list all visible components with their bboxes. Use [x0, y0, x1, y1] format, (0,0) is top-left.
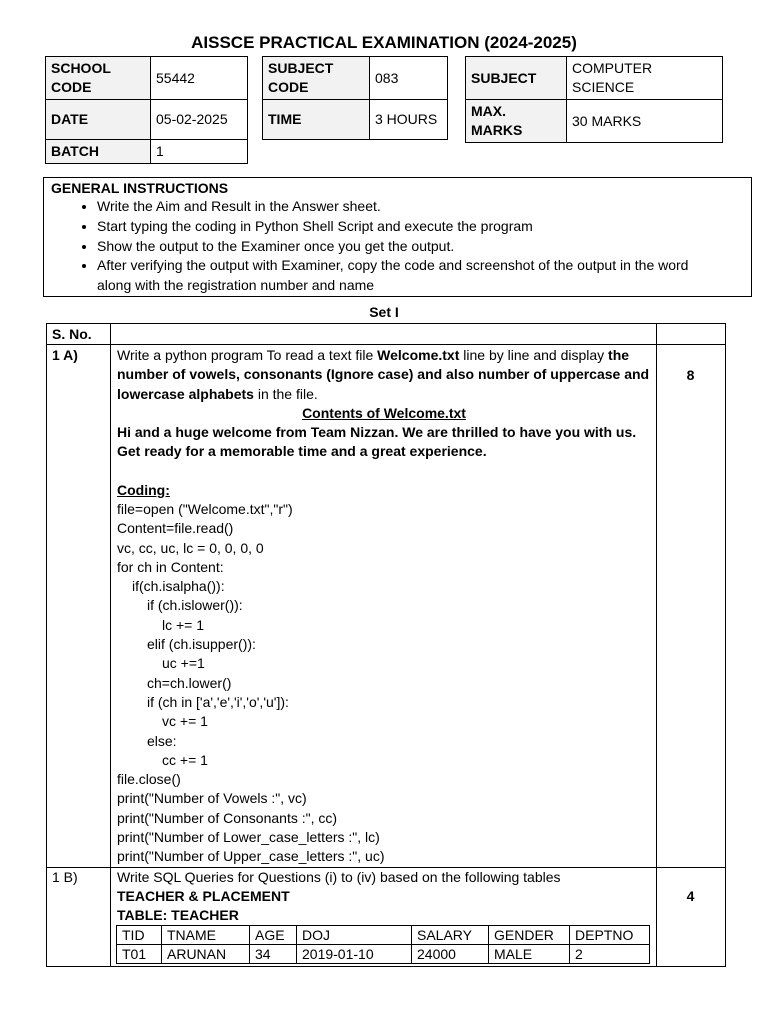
subject-label: SUBJECT — [466, 57, 567, 100]
question-text-part: Write a python program To read a text file — [117, 347, 378, 363]
column-header: SALARY — [412, 926, 489, 945]
code-line: file.close() — [117, 771, 181, 788]
date-value: 05-02-2025 — [151, 100, 248, 140]
tables-label: TEACHER & PLACEMENT — [117, 888, 290, 904]
header-table-subject-code — [262, 56, 448, 140]
table-header-row — [117, 926, 650, 945]
question-text-1b: Write SQL Queries for Questions (i) to (iv) based on the following tables — [117, 869, 561, 885]
instructions-heading: GENERAL INSTRUCTIONS — [51, 180, 229, 196]
column-divider — [656, 324, 657, 966]
question-number-1b: 1 B) — [52, 869, 78, 885]
question-emphasis: the number of vowels, consonants (Ignore case) and also number of uppercase and lowercase alphabets — [117, 347, 650, 402]
question-text-part: line by line and display — [459, 347, 609, 363]
code-line: vc, cc, uc, lc = 0, 0, 0, 0 — [117, 539, 264, 556]
question-text-part: in the file. — [253, 385, 318, 402]
sno-header: S. No. — [52, 326, 92, 342]
table-cell: ARUNAN — [162, 945, 250, 964]
code-line: vc += 1 — [162, 713, 208, 730]
code-line: for ch in Content: — [117, 558, 224, 575]
code-line: ch=ch.lower() — [147, 674, 232, 691]
question-text-1a — [117, 346, 651, 404]
header-table-school — [45, 56, 248, 164]
table-teacher-label: TABLE: TEACHER — [117, 907, 239, 923]
code-line: print("Number of Upper_case_letters :", uc) — [117, 848, 385, 865]
subject-value: COMPUTER SCIENCE — [567, 57, 723, 100]
coding-label: Coding: — [117, 482, 170, 498]
code-line: file=open ("Welcome.txt","r") — [117, 501, 293, 517]
school-code-value: 55442 — [151, 57, 248, 100]
code-line: print("Number of Vowels :", vc) — [117, 790, 307, 807]
instructions-list — [44, 197, 751, 296]
column-header: TNAME — [162, 926, 250, 945]
table-cell: 24000 — [412, 945, 489, 964]
instruction-item: • Show the output to the Examiner once you get the output. — [97, 237, 751, 257]
instruction-item: • Start typing the coding in Python Shell Script and execute the program — [97, 217, 751, 237]
table-cell: T01 — [117, 945, 162, 964]
code-line: lc += 1 — [162, 616, 205, 633]
code-line: print("Number of Lower_case_letters :", lc) — [117, 829, 380, 846]
subject-code-value: 083 — [370, 57, 448, 100]
column-header: AGE — [250, 926, 297, 945]
table-cell: 2 — [570, 945, 650, 964]
table-cell: 34 — [250, 945, 297, 964]
max-marks-label: MAX. MARKS — [466, 100, 567, 143]
code-line: cc += 1 — [162, 751, 208, 768]
page-title: AISSCE PRACTICAL EXAMINATION (2024-2025) — [191, 33, 577, 52]
table-cell: 2019-01-10 — [297, 945, 412, 964]
code-line: Content=file.read() — [117, 520, 234, 537]
marks-1b: 4 — [686, 888, 695, 904]
column-header: DOJ — [297, 926, 412, 945]
header-table-subject — [465, 56, 723, 143]
instruction-item: • Write the Aim and Result in the Answer sheet. — [97, 197, 751, 217]
row-divider — [47, 344, 725, 345]
teacher-table — [116, 925, 650, 964]
batch-value: 1 — [151, 140, 248, 164]
batch-label: BATCH — [46, 140, 151, 164]
code-line: elif (ch.isupper()): — [147, 636, 256, 653]
code-line: if (ch in ['a','e','i','o','u']): — [147, 693, 289, 710]
question-filename: Welcome.txt — [377, 347, 460, 363]
table-cell: MALE — [489, 945, 570, 964]
table-row — [117, 945, 650, 964]
general-instructions — [43, 177, 752, 297]
column-header: TID — [117, 926, 162, 945]
code-block — [117, 500, 385, 867]
set-label: Set I — [369, 304, 399, 320]
code-line: uc +=1 — [162, 655, 205, 672]
code-line: if (ch.islower()): — [147, 597, 243, 614]
contents-title: Contents of Welcome.txt — [302, 405, 466, 421]
code-line: print("Number of Consonants :", cc) — [117, 809, 338, 826]
time-label: TIME — [263, 100, 370, 140]
column-header: DEPTNO — [570, 926, 650, 945]
max-marks-value: 30 MARKS — [567, 100, 723, 143]
date-label: DATE — [46, 100, 151, 140]
column-divider — [110, 324, 111, 966]
marks-1a: 8 — [686, 367, 695, 383]
file-contents: Hi and a huge welcome from Team Nizzan. We are thrilled to have you with us. Get ready for a memorable time and a great experience. — [117, 424, 637, 460]
time-value: 3 HOURS — [370, 100, 448, 140]
question-table — [46, 323, 726, 967]
code-line: else: — [147, 732, 177, 749]
code-line: if(ch.isalpha()): — [132, 578, 225, 595]
instruction-item: • After verifying the output with Examiner, copy the code and screenshot of the output in the word along with the registration number and name — [97, 256, 751, 296]
school-code-label: SCHOOL CODE — [46, 57, 151, 100]
question-number-1a: 1 A) — [52, 347, 78, 363]
subject-code-label: SUBJECT CODE — [263, 57, 370, 100]
column-header: GENDER — [489, 926, 570, 945]
